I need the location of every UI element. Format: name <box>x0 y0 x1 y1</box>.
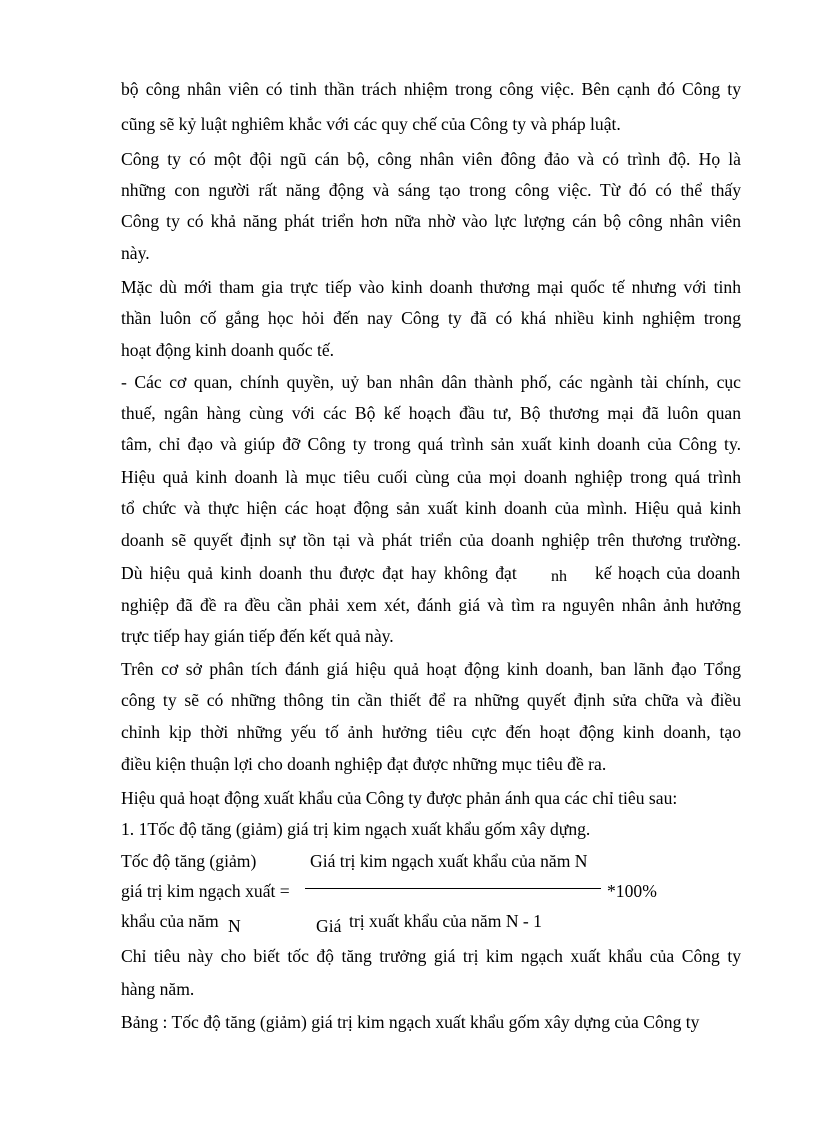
formula-denominator: trị xuất khẩu của năm N - 1 <box>349 911 542 931</box>
text-line: Công ty có khả năng phát triển hơn nữa nhờ vào lực lượng cán bộ công nhân viên <box>121 211 741 231</box>
subscript-text: nh <box>551 568 567 585</box>
text-line: Dù hiệu quả kinh doanh thu được đạt hay không đạt <box>121 563 517 583</box>
text-line: tâm, chỉ đạo và giúp đỡ Công ty trong quá trình sản xuất kinh doanh của Công ty. <box>121 434 741 454</box>
text-line: Chỉ tiêu này cho biết tốc độ tăng trưởng giá trị kim ngạch xuất khẩu của Công ty <box>121 946 741 966</box>
text-line: nghiệp đã đề ra đều cần phải xem xét, đánh giá và tìm ra nguyên nhân ảnh hưởng <box>121 595 741 615</box>
text-line: hàng năm. <box>121 979 195 999</box>
text-line: công ty sẽ có những thông tin cần thiết để ra những quyết định sửa chữa và điều <box>121 690 741 710</box>
text-line: chỉnh kịp thời những yếu tố ảnh hưởng tiêu cực đến hoạt động kinh doanh, tạo <box>121 722 741 742</box>
formula-multiplier: *100% <box>607 881 657 901</box>
formula-denominator-prefix: Giá <box>316 916 342 936</box>
text-line: cũng sẽ kỷ luật nghiêm khắc với các quy chế của Công ty và pháp luật. <box>121 114 621 134</box>
text-line: điều kiện thuận lợi cho doanh nghiệp đạt được những mục tiêu đề ra. <box>121 754 607 774</box>
text-line: những con người rất năng động và sáng tạo trong công việc. Từ đó có thể thấy <box>121 180 741 200</box>
formula-numerator: Giá trị kim ngạch xuất khẩu của năm N <box>310 851 588 871</box>
text-line: hoạt động kinh doanh quốc tế. <box>121 340 335 360</box>
text-line: - Các cơ quan, chính quyền, uỷ ban nhân dân thành phố, các ngành tài chính, cục <box>121 372 741 392</box>
formula-label: giá trị kim ngạch xuất = <box>121 881 290 901</box>
text-line: thần luôn cố gắng học hỏi đến nay Công ty đã có khá nhiều kinh nghiệm trong <box>121 308 741 328</box>
fraction-bar <box>305 888 601 889</box>
text-line: Trên cơ sở phân tích đánh giá hiệu quả hoạt động kinh doanh, ban lãnh đạo Tổng <box>121 659 741 679</box>
text-line: này. <box>121 243 150 263</box>
text-line: Hiệu quả kinh doanh là mục tiêu cuối cùng của mọi doanh nghiệp trong quá trình <box>121 467 741 487</box>
text-line: Công ty có một đội ngũ cán bộ, công nhân viên đông đảo và có trình độ. Họ là <box>121 149 741 169</box>
text-line: doanh sẽ quyết định sự tồn tại và phát triển của doanh nghiệp trên thương trường. <box>121 530 741 550</box>
text-line: thuế, ngân hàng cùng với các Bộ kế hoạch đầu tư, Bộ thương mại đã luôn quan <box>121 403 741 423</box>
text-line: bộ công nhân viên có tinh thần trách nhiệm trong công việc. Bên cạnh đó Công ty <box>121 79 741 99</box>
table-caption: Bảng : Tốc độ tăng (giảm) giá trị kim ngạch xuất khẩu gốm xây dựng của Công ty <box>121 1012 700 1032</box>
formula-label: Tốc độ tăng (giảm) <box>121 851 257 871</box>
text-line: trực tiếp hay gián tiếp đến kết quả này. <box>121 626 394 646</box>
text-line: Hiệu quả hoạt động xuất khẩu của Công ty được phản ánh qua các chỉ tiêu sau: <box>121 788 678 808</box>
text-line: kế hoạch của doanh <box>595 563 741 583</box>
formula-subscript: N <box>228 916 241 936</box>
formula-label: khẩu của năm <box>121 911 219 931</box>
text-line: tổ chức và thực hiện các hoạt động sản xuất kinh doanh của mình. Hiệu quả kinh <box>121 498 741 518</box>
text-line: Mặc dù mới tham gia trực tiếp vào kinh doanh thương mại quốc tế nhưng với tinh <box>121 277 741 297</box>
text-line: 1. 1Tốc độ tăng (giảm) giá trị kim ngạch xuất khẩu gốm xây dựng. <box>121 819 591 839</box>
